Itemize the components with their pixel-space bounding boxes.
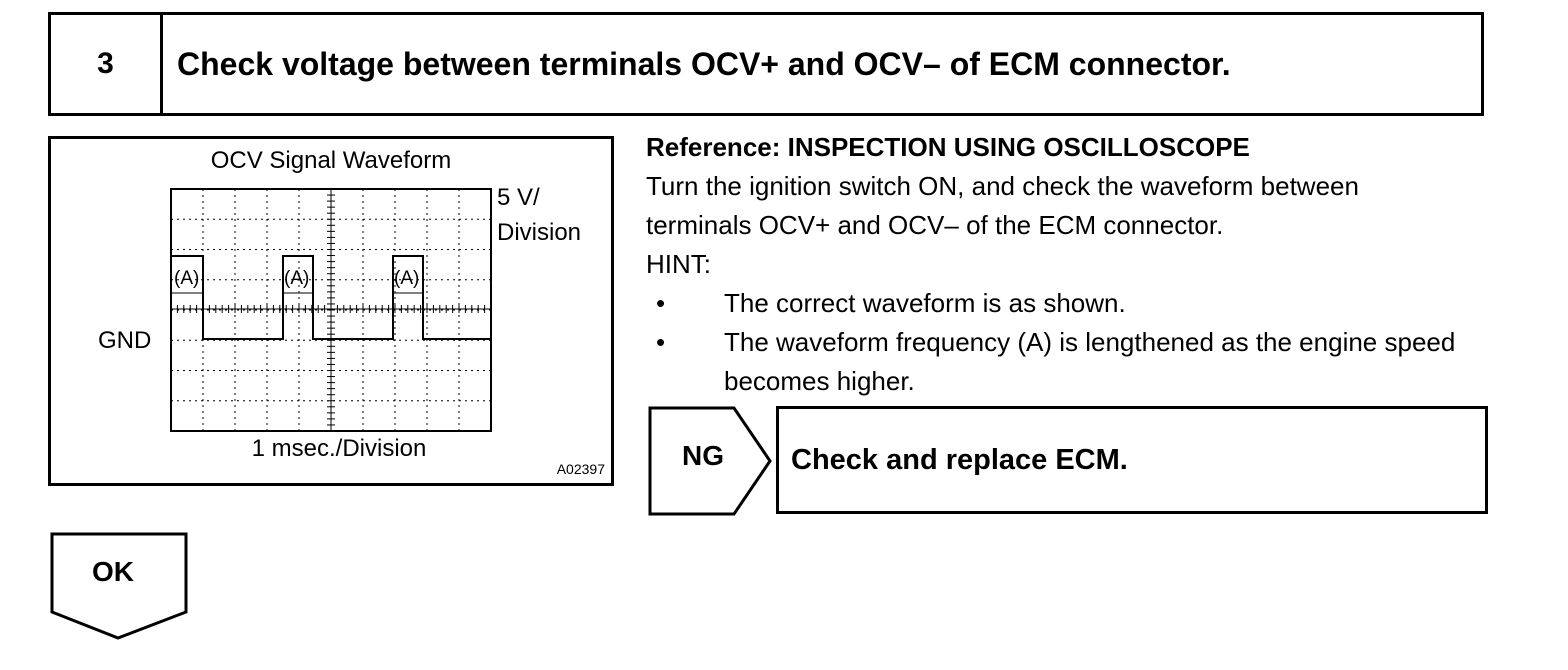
pulse-label: (A) — [394, 268, 420, 289]
step-title: Check voltage between terminals OCV+ and OCV– of ECM connector. — [177, 45, 1231, 82]
hint-item — [646, 323, 1494, 401]
reference-title: Reference: INSPECTION USING OSCILLOSCOPE — [646, 132, 1250, 162]
voltage-scale-unit: Division — [497, 219, 582, 246]
figure-title: OCV Signal Waveform — [210, 147, 452, 174]
time-scale: 1 msec./Division — [251, 435, 427, 462]
reference-text: Turn the ignition switch ON, and check the waveform between — [646, 171, 1359, 201]
hint-item — [646, 284, 1506, 323]
hint-text: The waveform frequency (A) is lengthened as the engine speed becomes higher. — [724, 327, 1456, 396]
hint-text: The correct waveform is as shown. — [724, 288, 1126, 318]
step-header — [48, 12, 1484, 116]
hint-label: HINT: — [646, 249, 711, 279]
gnd-label: GND — [98, 327, 152, 354]
pulse-label: (A) — [174, 268, 200, 289]
pulse-label: (A) — [284, 268, 310, 289]
bullet-icon: • — [656, 327, 666, 357]
ng-action-text: Check and replace ECM. — [791, 443, 1128, 476]
ok-label: OK — [92, 556, 134, 587]
ng-action-box — [776, 406, 1488, 514]
voltage-scale: 5 V/ — [497, 184, 540, 211]
figure-id: A02397 — [556, 461, 605, 477]
reference-text: terminals OCV+ and OCV– of the ECM connector. — [646, 210, 1224, 240]
bullet-icon: • — [656, 288, 666, 318]
step-number: 3 — [51, 15, 163, 113]
waveform-figure — [48, 136, 614, 486]
reference-section — [646, 128, 1506, 401]
ng-label: NG — [682, 440, 724, 471]
